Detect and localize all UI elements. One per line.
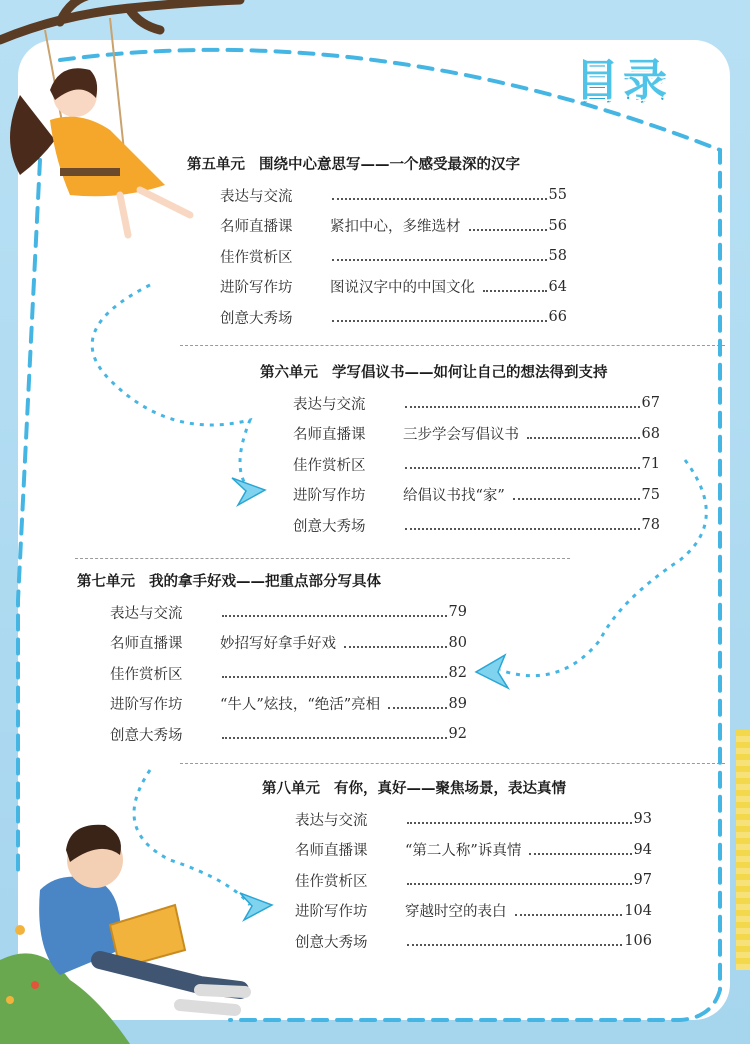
unit-title: 学写倡议书——如何让自己的想法得到支持 <box>332 365 608 381</box>
unit-number: 第八单元 <box>262 781 320 797</box>
leader-dots <box>222 676 447 678</box>
leader-dots <box>332 259 547 261</box>
leader-dots <box>513 498 640 500</box>
entry-topic: 穿越时空的表白 <box>405 904 507 921</box>
page-number: 56 <box>548 217 567 234</box>
entry-label: 进阶写作坊 <box>110 697 183 714</box>
entry-label: 名师直播课 <box>295 843 368 860</box>
entry-topic: 三步学会写倡议书 <box>403 427 519 444</box>
toc-entry[interactable] <box>295 804 652 835</box>
leader-dots <box>515 914 623 916</box>
entry-label: 佳作赏析区 <box>295 873 368 890</box>
leader-dots <box>407 822 632 824</box>
toc-entry[interactable] <box>220 272 567 303</box>
page-number: 82 <box>448 665 467 682</box>
dotted-arrow-path-3 <box>134 770 250 905</box>
entry-label: 创意大秀场 <box>110 727 183 744</box>
unit-section-5 <box>187 150 567 333</box>
page-number: 71 <box>641 456 660 473</box>
unit-heading <box>187 150 567 180</box>
leader-dots <box>405 528 640 530</box>
page-number: 66 <box>548 309 567 326</box>
entry-topic: 紧扣中心，多维选材 <box>330 219 461 236</box>
entry-topic: 妙招写好拿手好戏 <box>220 636 336 653</box>
page-number: 92 <box>448 726 467 743</box>
toc-entry[interactable] <box>293 419 660 450</box>
page-number: 97 <box>633 872 652 889</box>
toc-entry[interactable] <box>295 926 652 957</box>
toc-entry[interactable] <box>293 510 660 541</box>
toc-entry[interactable] <box>110 658 467 689</box>
toc-entry[interactable] <box>295 896 652 927</box>
unit-number: 第七单元 <box>77 574 135 590</box>
toc-entry[interactable] <box>295 835 652 866</box>
entry-label: 表达与交流 <box>293 396 366 413</box>
entry-label: 创意大秀场 <box>295 934 368 951</box>
entry-label: 名师直播课 <box>220 219 293 236</box>
toc-entry[interactable] <box>110 597 467 628</box>
entry-label: 表达与交流 <box>220 188 293 205</box>
leader-dots <box>469 229 547 231</box>
entry-label: 创意大秀场 <box>220 310 293 327</box>
leader-dots <box>332 198 547 200</box>
leader-dots <box>529 853 631 855</box>
toc-entry[interactable] <box>220 241 567 272</box>
unit-title: 我的拿手好戏——把重点部分写具体 <box>149 574 381 590</box>
leader-dots <box>407 883 632 885</box>
toc-entry[interactable] <box>110 689 467 720</box>
page-number: 68 <box>641 425 660 442</box>
unit-section-7 <box>77 567 467 750</box>
unit-section-6 <box>260 358 660 541</box>
toc-entry[interactable] <box>293 449 660 480</box>
entry-label: 创意大秀场 <box>293 518 366 535</box>
page-number: 89 <box>448 695 467 712</box>
page-number: 93 <box>633 811 652 828</box>
toc-entry[interactable] <box>295 865 652 896</box>
page-number: 80 <box>448 634 467 651</box>
page-number: 94 <box>633 841 652 858</box>
leader-dots <box>222 615 447 617</box>
toc-entry[interactable] <box>220 180 567 211</box>
unit-title: 围绕中心意思写——一个感受最深的汉字 <box>259 157 520 173</box>
entry-topic: “第二人称”诉真情 <box>405 843 522 860</box>
toc-entry[interactable] <box>110 628 467 659</box>
entry-label: 佳作赏析区 <box>293 457 366 474</box>
toc-entry[interactable] <box>220 211 567 242</box>
leader-dots <box>483 290 547 292</box>
leader-dots <box>405 467 640 469</box>
unit-heading <box>77 567 467 597</box>
entry-topic: “牛人”炫技，“绝活”亮相 <box>220 697 381 714</box>
toc-entry[interactable] <box>293 480 660 511</box>
section-divider <box>75 558 570 559</box>
page-number: 106 <box>624 933 652 950</box>
toc-entry[interactable] <box>110 719 467 750</box>
page-number: 55 <box>548 187 567 204</box>
page-number: 58 <box>548 248 567 265</box>
page-number: 64 <box>548 278 567 295</box>
unit-section-8 <box>262 774 652 957</box>
entry-topic: 图说汉字中的中国文化 <box>330 280 475 297</box>
entry-label: 名师直播课 <box>110 636 183 653</box>
leader-dots <box>405 406 640 408</box>
page-number: 78 <box>641 517 660 534</box>
unit-number: 第六单元 <box>260 365 318 381</box>
leader-dots <box>527 437 640 439</box>
entry-label: 进阶写作坊 <box>220 280 293 297</box>
entry-label: 佳作赏析区 <box>110 666 183 683</box>
entry-topic: 给倡议书找“家” <box>403 488 505 505</box>
leader-dots <box>407 944 622 946</box>
section-divider <box>180 763 725 764</box>
leader-dots <box>332 320 547 322</box>
toc-entry[interactable] <box>293 388 660 419</box>
unit-heading <box>262 774 652 804</box>
unit-heading <box>260 358 660 388</box>
entry-label: 表达与交流 <box>295 812 368 829</box>
unit-number: 第五单元 <box>187 157 245 173</box>
entry-label: 名师直播课 <box>293 427 366 444</box>
unit-title: 有你，真好——聚焦场景，表达真情 <box>334 781 566 797</box>
toc-entry[interactable] <box>220 302 567 333</box>
section-divider <box>180 345 725 346</box>
tree-branch <box>0 0 240 40</box>
leader-dots <box>222 737 447 739</box>
entry-label: 佳作赏析区 <box>220 249 293 266</box>
page-number: 104 <box>624 902 652 919</box>
boy-reading-illustration <box>0 825 245 1044</box>
leader-dots <box>344 646 447 648</box>
page-number: 67 <box>641 395 660 412</box>
page-number: 79 <box>448 604 467 621</box>
entry-label: 进阶写作坊 <box>293 488 366 505</box>
arrow-head-2 <box>476 655 508 688</box>
page-title: 目录 <box>575 55 671 106</box>
page-number: 75 <box>641 486 660 503</box>
entry-label: 进阶写作坊 <box>295 904 368 921</box>
entry-label: 表达与交流 <box>110 605 183 622</box>
leader-dots <box>388 707 446 709</box>
